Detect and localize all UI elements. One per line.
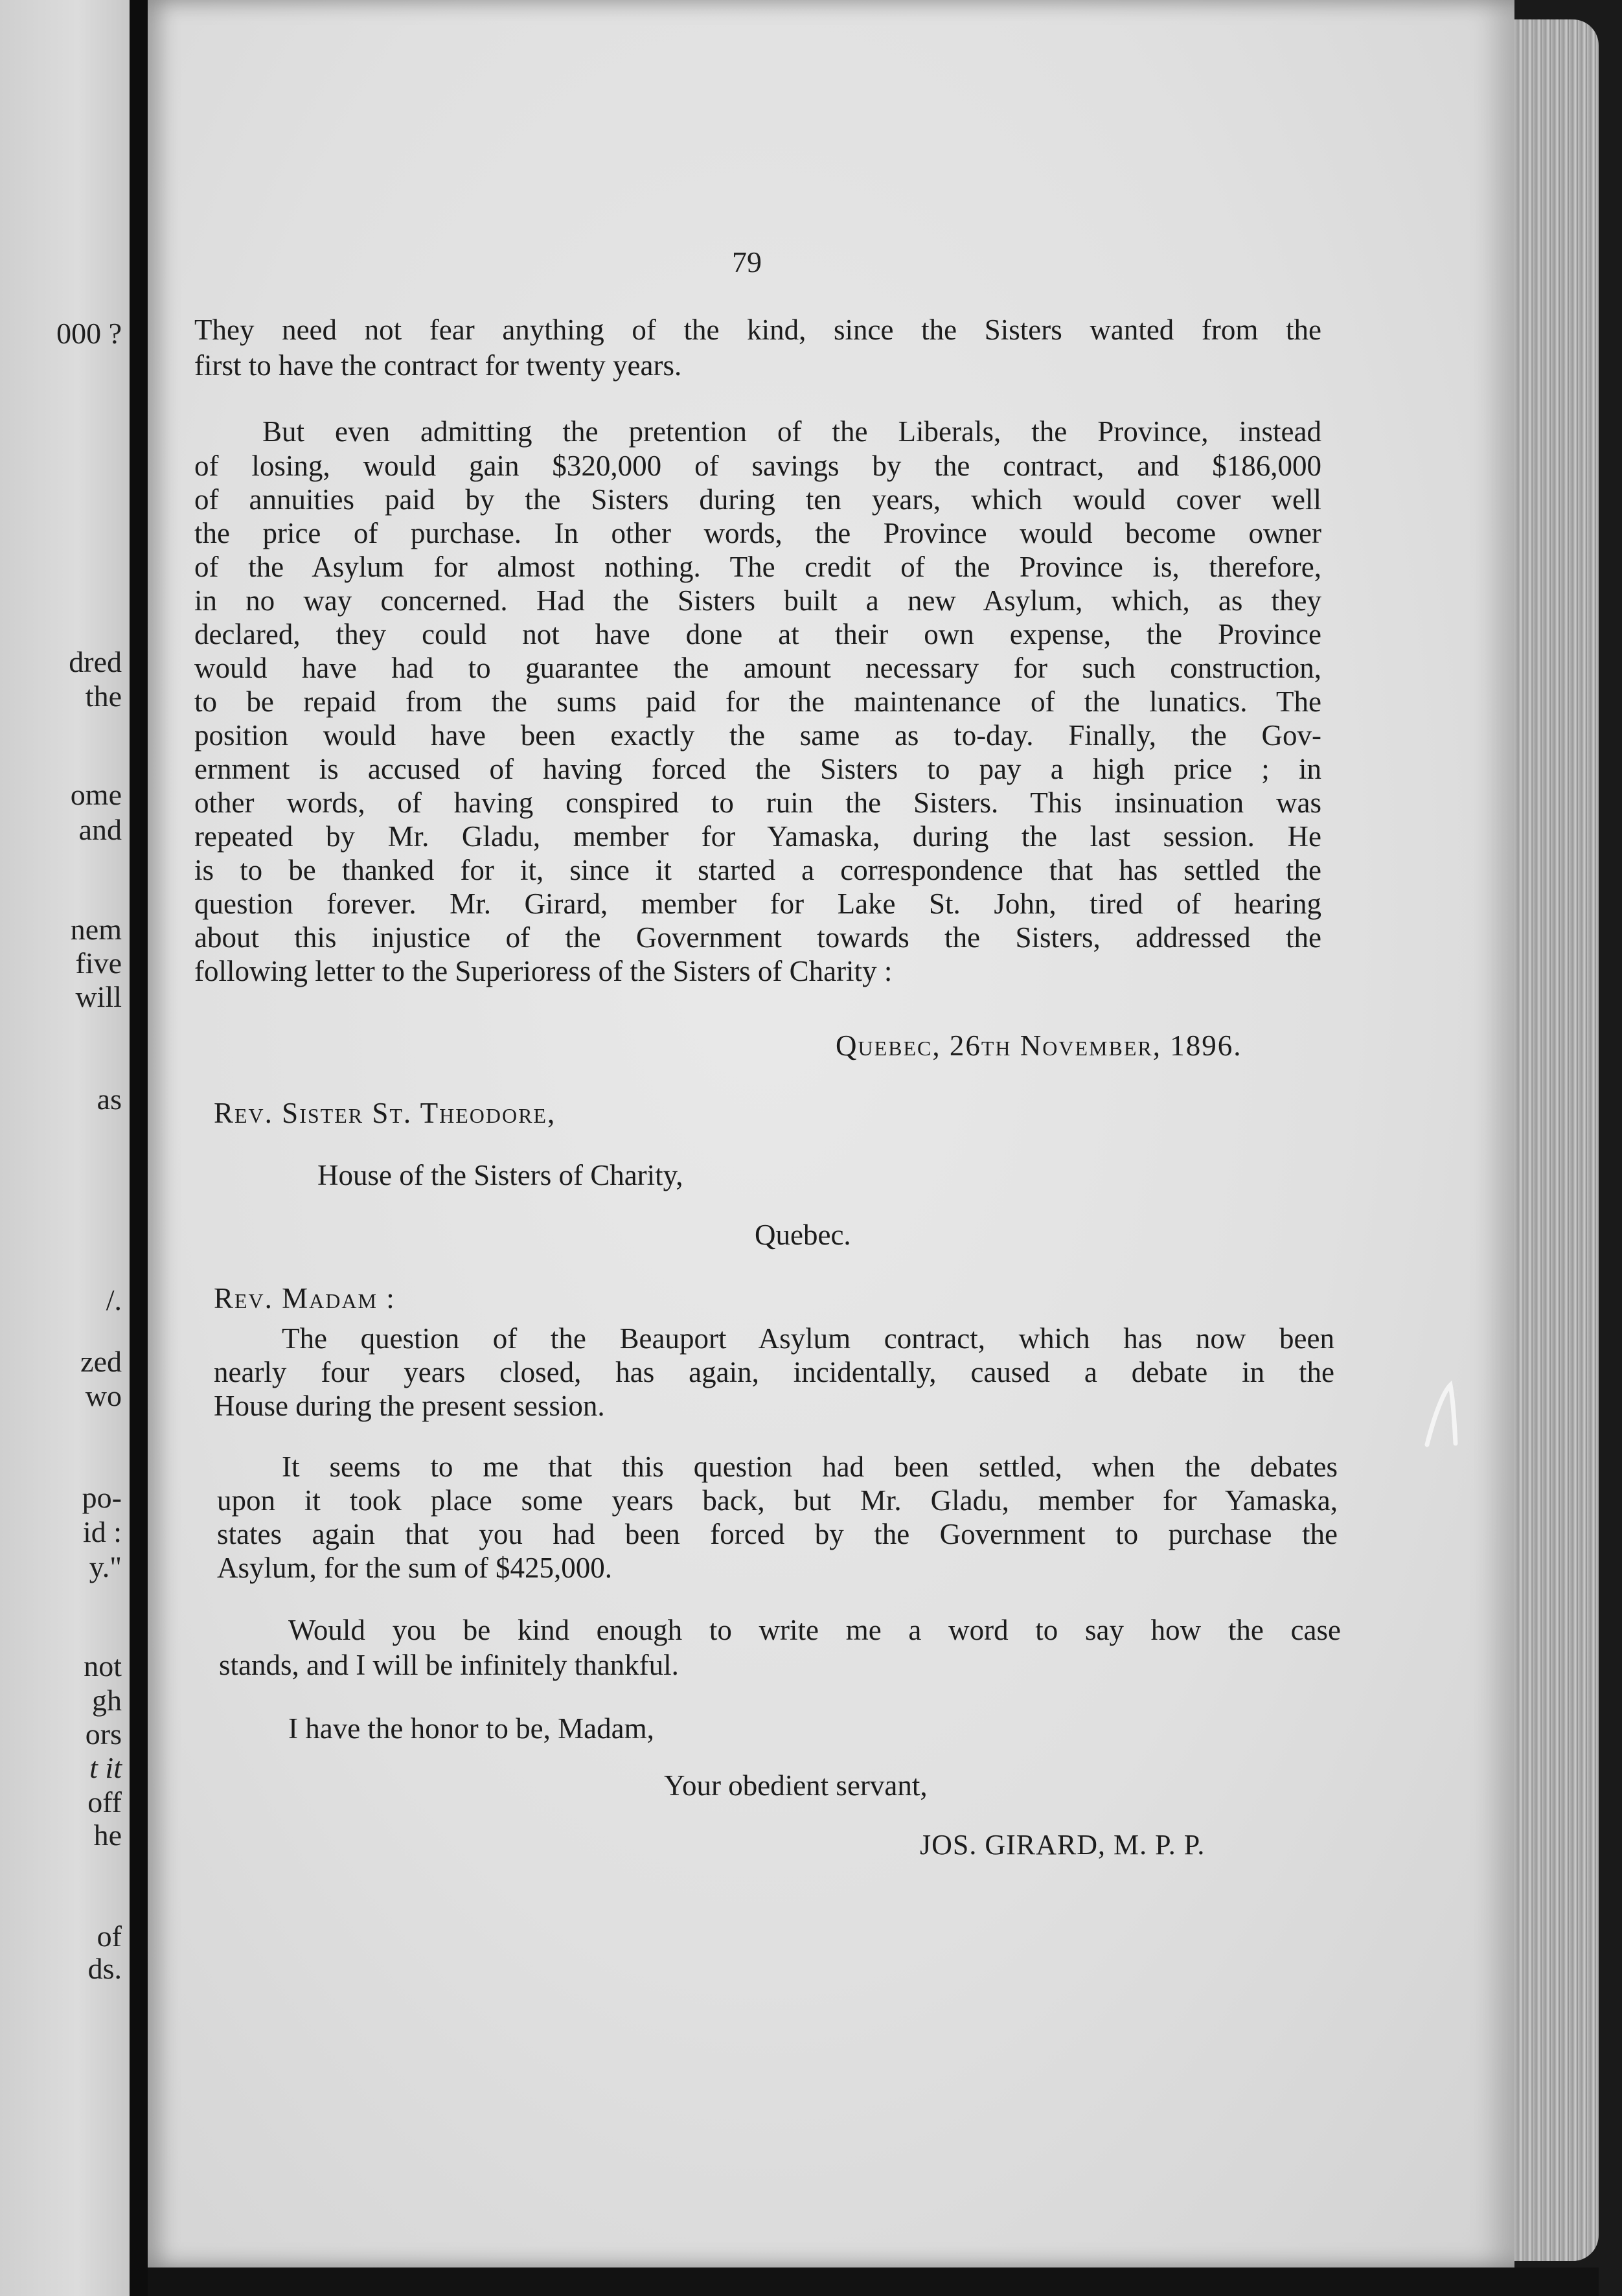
text-line: states again that you had been forced by the Government to purchase the xyxy=(217,1518,1338,1550)
left-page-fragment: ors xyxy=(85,1717,122,1751)
left-page-fragment: nem xyxy=(70,913,122,946)
letter-place-date: Quebec, 26th November, 1896. xyxy=(836,1029,1242,1062)
letter-addressee-house: House of the Sisters of Charity, xyxy=(317,1159,683,1191)
left-page-fragment: zed xyxy=(80,1345,122,1378)
left-page-fragment: gh xyxy=(92,1684,122,1717)
text-line: stands, and I will be infinitely thankful. xyxy=(219,1649,679,1681)
text-line: House during the present session. xyxy=(214,1390,605,1422)
page-number: 79 xyxy=(732,246,762,279)
left-page-fragment: t it xyxy=(89,1751,122,1784)
text-line: to be repaid from the sums paid for the maintenance of the lunatics. The xyxy=(194,685,1321,718)
letter-valediction: Your obedient servant, xyxy=(664,1769,928,1802)
letter-salutation: Rev. Madam : xyxy=(214,1282,396,1314)
text-line: declared, they could not have done at their own expense, the Province xyxy=(194,618,1321,650)
text-line: repeated by Mr. Gladu, member for Yamaska, during the last session. He xyxy=(194,820,1321,853)
left-page-fragment: y." xyxy=(89,1550,122,1583)
letter-addressee-name: Rev. Sister St. Theodore, xyxy=(214,1097,556,1129)
left-page-fragment: he xyxy=(93,1819,122,1852)
letter-closing: I have the honor to be, Madam, xyxy=(288,1712,654,1745)
left-page-fragment: /. xyxy=(106,1283,122,1316)
text-line: of losing, would gain $320,000 of savings by the contract, and $186,000 xyxy=(194,450,1321,482)
left-page-fragment: off xyxy=(87,1785,122,1819)
left-page-fragment: not xyxy=(84,1649,122,1682)
left-page-fragment: the xyxy=(85,680,122,713)
text-line: of the Asylum for almost nothing. The credit of the Province is, therefore, xyxy=(194,551,1321,583)
left-page-fragment: as xyxy=(97,1083,122,1116)
text-line: upon it took place some years back, but Mr. Gladu, member for Yamaska, xyxy=(217,1484,1338,1517)
text-line: Would you be kind enough to write me a word to say how the case xyxy=(288,1614,1341,1646)
handwritten-mark xyxy=(1422,1380,1461,1451)
text-line: nearly four years closed, has again, incidentally, caused a debate in the xyxy=(214,1356,1334,1388)
text-line: They need not fear anything of the kind, since the Sisters wanted from the xyxy=(194,314,1321,346)
left-page-fragment: and xyxy=(78,813,122,846)
text-line: The question of the Beauport Asylum contract, which has now been xyxy=(282,1322,1334,1355)
text-line: the price of purchase. In other words, the Province would become owner xyxy=(194,517,1321,549)
left-page-fragment: wo xyxy=(85,1379,122,1412)
left-page-fragment: will xyxy=(75,980,122,1013)
text-line: about this injustice of the Government towards the Sisters, addressed the xyxy=(194,921,1321,954)
text-line: is to be thanked for it, since it started a correspondence that has settled the xyxy=(194,854,1321,886)
left-facing-page xyxy=(0,0,130,2296)
book-gutter xyxy=(130,0,148,2296)
text-line: ernment is accused of having forced the Sisters to pay a high price ; in xyxy=(194,753,1321,785)
text-line: in no way concerned. Had the Sisters built a new Asylum, which, as they xyxy=(194,584,1321,617)
left-page-fragment: id : xyxy=(82,1515,122,1548)
letter-signature: JOS. GIRARD, M. P. P. xyxy=(920,1829,1205,1861)
bottom-edge xyxy=(148,2267,1599,2296)
text-line: position would have been exactly the same as to-day. Finally, the Gov- xyxy=(194,719,1321,752)
text-line: would have had to guarantee the amount necessary for such construction, xyxy=(194,652,1321,684)
left-page-fragment: of xyxy=(97,1920,122,1953)
left-page-fragment: po- xyxy=(82,1481,122,1514)
text-line: But even admitting the pretention of the Liberals, the Province, instead xyxy=(262,415,1321,448)
text-line: first to have the contract for twenty years. xyxy=(194,349,682,382)
text-line: It seems to me that this question had been settled, when the debates xyxy=(282,1451,1338,1483)
text-line: following letter to the Superioress of the Sisters of Charity : xyxy=(194,955,893,987)
text-line: Asylum, for the sum of $425,000. xyxy=(217,1552,612,1584)
text-line: other words, of having conspired to ruin the Sisters. This insinuation was xyxy=(194,786,1321,819)
left-page-fragment: ome xyxy=(70,778,122,811)
letter-addressee-city: Quebec. xyxy=(755,1219,851,1251)
left-page-fragment: five xyxy=(75,947,122,980)
page-edges xyxy=(1514,19,1599,2261)
left-page-fragment: 000 ? xyxy=(56,317,122,350)
left-page-fragment: ds. xyxy=(87,1952,122,1985)
text-line: of annuities paid by the Sisters during ten years, which would cover well xyxy=(194,483,1321,516)
left-page-fragment: dred xyxy=(69,645,122,678)
text-line: question forever. Mr. Girard, member for Lake St. John, tired of hearing xyxy=(194,888,1321,920)
